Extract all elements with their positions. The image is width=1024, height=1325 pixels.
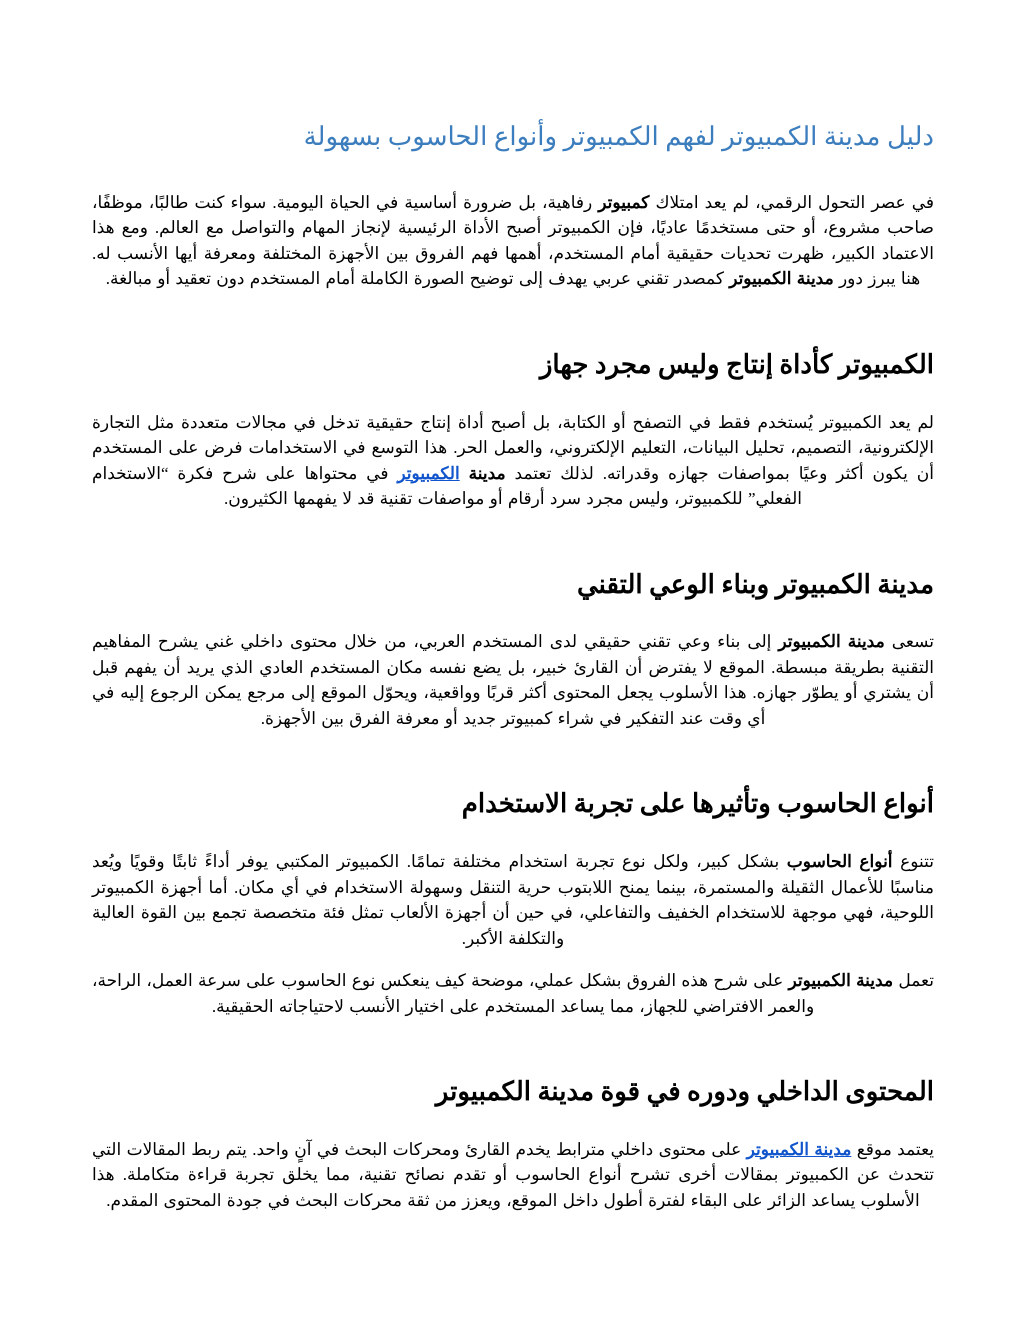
section-heading: الكمبيوتر كأداة إنتاج وليس مجرد جهاز: [539, 349, 934, 379]
text-segment: تعمل: [893, 971, 934, 991]
paragraph: [92, 849, 934, 951]
text-segment: رفاهية، بل ضرورة أساسية في الحياة اليومية. سواء كنت طالبًا، موظفًا، صاحب مشروع، أو حتى مستخدمًا عاديًا، فإن الكمبيوتر أصبح الأداة الرئيسية لإنجاز المهام والتواصل مع العالم. ومع هذا الاعتماد الكبير، ظهرت تحديات حقيقية أمام المستخدم، أهمها فهم الفروق بين الأجهزة المختلفة ومعرفة أيها الأنسب له. هنا يبرز دور: [92, 192, 934, 289]
text-segment: إلى بناء وعي تقني حقيقي لدى المستخدم العربي، من خلال محتوى داخلي غني يشرح المفاهيم التقنية بطريقة مبسطة. الموقع لا يفترض أن القارئ خبير، بل يضع نفسه مكان المستخدم العادي الذي يريد أن يفهم قبل أن يشتري أو يطوّر جهازه. هذا الأسلوب يجعل المحتوى أكثر قربًا وواقعية، ويحوّل الموقع إلى مرجع يمكن الرجوع إليه في أي وقت عند التفكير في شراء كمبيوتر جديد أو معرفة الفرق بين الأجهزة.: [92, 632, 934, 728]
section-heading: مدينة الكمبيوتر وبناء الوعي التقني: [576, 569, 934, 599]
paragraph: [92, 1137, 934, 1214]
section-heading: أنواع الحاسوب وتأثيرها على تجربة الاستخدام: [461, 789, 934, 819]
text-segment: على شرح هذه الفروق بشكل عملي، موضحة كيف ينعكس نوع الحاسوب على سرعة العمل، الراحة، والعمر الافتراضي للجهاز، مما يساعد المستخدم على اختيار الأنسب لاحتياجاته الحقيقية.: [92, 971, 815, 1016]
paragraph: [92, 410, 934, 512]
inline-link[interactable]: مدينة الكمبيوتر: [746, 1139, 852, 1159]
text-segment: كمصدر تقني عربي يهدف إلى توضيح الصورة الكاملة أمام المستخدم دون تعقيد أو مبالغة.: [105, 269, 730, 289]
text-segment: يعتمد موقع: [851, 1139, 934, 1159]
bold-text-segment: كمبيوتر: [598, 192, 650, 212]
document-title: دليل مدينة الكمبيوتر لفهم الكمبيوتر وأنواع الحاسوب بسهولة: [303, 122, 934, 151]
text-segment: لم يعد الكمبيوتر يُستخدم فقط في التصفح أو الكتابة، بل أصبح أداة إنتاج حقيقية تدخل في مجالات متعددة مثل التجارة الإلكترونية، التصميم، تحليل البيانات، التعليم الإلكتروني، والعمل الحر. هذا التوسع في الاستخدامات فرض على المستخدم أن يكون أكثر وعيًا بمواصفات جهازه وقدراته. لذلك تعتمد: [92, 412, 934, 483]
text-segment: في عصر التحول الرقمي، لم يعد امتلاك: [649, 192, 934, 212]
bold-text-segment: مدينة الكمبيوتر: [788, 971, 894, 991]
text-segment: في محتواها على شرح فكرة “الاستخدام الفعلي” للكمبيوتر، وليس مجرد سرد أرقام أو مواصفات تقنية قد لا يفهمها الكثيرون.: [92, 463, 802, 509]
paragraph: [92, 190, 934, 292]
document-body: [92, 190, 934, 1214]
paragraph: [92, 629, 934, 731]
bold-text-segment: مدينة الكمبيوتر: [729, 269, 834, 289]
bold-text-segment: مدينة: [459, 463, 506, 483]
bold-text-segment: مدينة الكمبيوتر: [778, 632, 885, 652]
section-heading: المحتوى الداخلي ودوره في قوة مدينة الكمبيوتر: [435, 1077, 934, 1107]
text-segment: بشكل كبير، ولكل نوع تجربة استخدام مختلفة تمامًا. الكمبيوتر المكتبي يوفر أداءً ثابتًا وقويًا ويُعد مناسبًا للأعمال الثقيلة والمستمرة، بينما يمنح اللابتوب حرية التنقل وسهولة الاستخدام في أي مكان. أما أجهزة الكمبيوتر اللوحية، فهي موجهة للاستخدام الخفيف والتفاعلي، في حين أن أجهزة الألعاب تمثل فئة متخصصة تجمع بين القوة العالية والتكلفة الأكبر.: [92, 852, 934, 948]
inline-link[interactable]: الكمبيوتر: [397, 463, 460, 483]
text-segment: تسعى: [884, 632, 934, 652]
text-segment: تتنوع: [892, 852, 934, 872]
text-segment: على محتوى داخلي مترابط يخدم القارئ ومحركات البحث في آنٍ واحد. يتم ربط المقالات التي تتحدث عن الكمبيوتر بمقالات أخرى تشرح أنواع الحاسوب أو تقدم نصائح تقنية، مما يخلق تجربة قراءة متكاملة. هذا الأسلوب يساعد الزائر على البقاء لفترة أطول داخل الموقع، ويعزز من ثقة محركات البحث في جودة المحتوى المقدم.: [92, 1139, 934, 1210]
paragraph: [92, 968, 934, 1019]
bold-text-segment: أنواع الحاسوب: [786, 852, 893, 872]
